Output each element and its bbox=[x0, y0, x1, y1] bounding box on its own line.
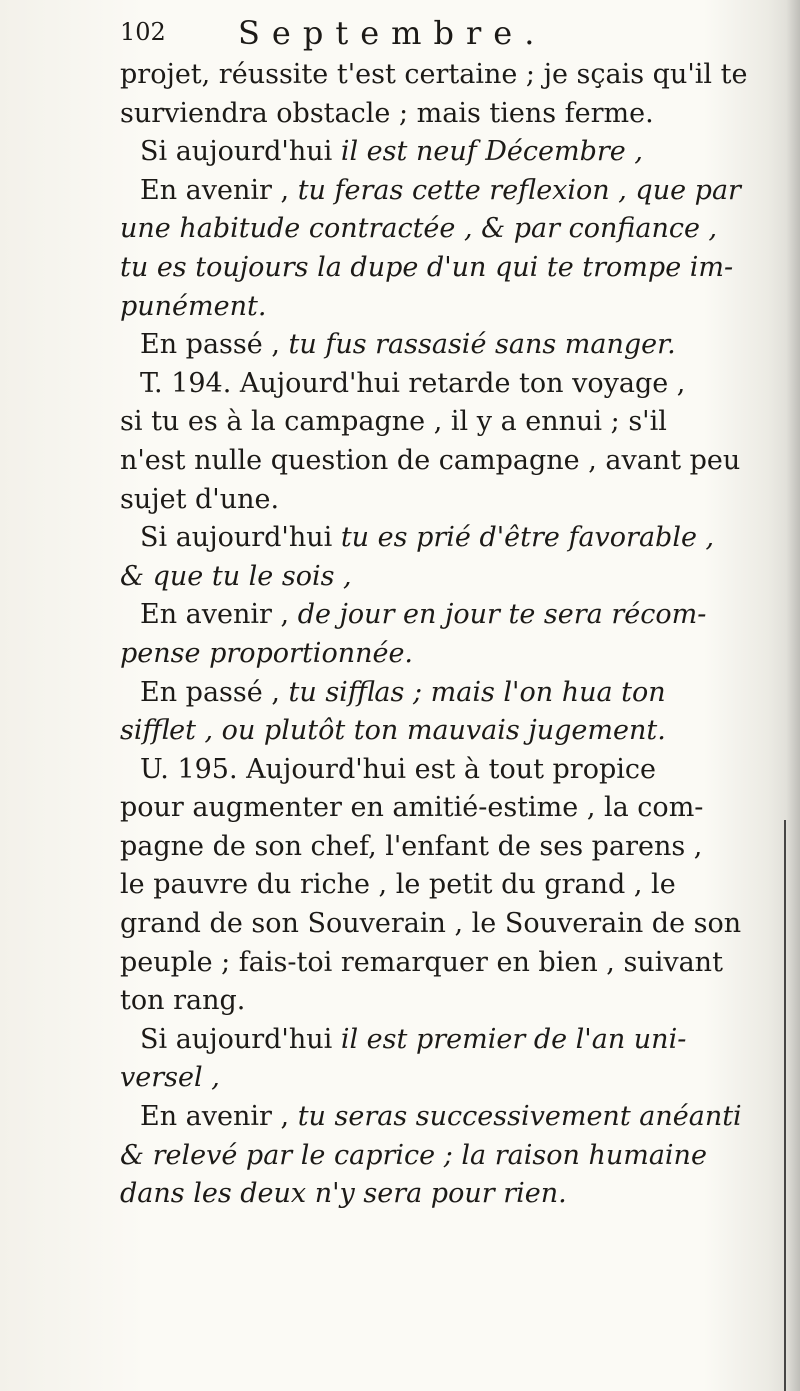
italic-text-segment: tu sifflas ; mais l'on hua ton bbox=[288, 676, 666, 708]
text-segment: Si aujourd'hui bbox=[140, 136, 341, 168]
text-line bbox=[120, 635, 780, 674]
italic-text-segment: il est neuf Décembre , bbox=[340, 136, 643, 168]
text-segment: En passé , bbox=[140, 676, 289, 708]
page-number: 102 bbox=[120, 18, 166, 46]
text-segment: pagne de son chef, l'enfant de ses parens , bbox=[120, 830, 703, 862]
italic-text-segment: & relevé par le caprice ; la raison humaine bbox=[120, 1139, 707, 1171]
text-line bbox=[120, 133, 780, 172]
text-line bbox=[120, 365, 780, 404]
text-line bbox=[120, 866, 780, 905]
italic-text-segment: punément. bbox=[120, 290, 267, 322]
text-segment: En avenir , bbox=[140, 1101, 298, 1133]
italic-text-segment: tu fus rassasié sans manger. bbox=[288, 329, 676, 361]
text-segment: En passé , bbox=[140, 329, 289, 361]
italic-text-segment: pense proportionnée. bbox=[120, 637, 414, 669]
text-segment: peuple ; fais-toi remarquer en bien , suivant bbox=[120, 946, 723, 978]
text-line bbox=[120, 249, 780, 288]
text-segment: En avenir , bbox=[140, 599, 298, 631]
text-line bbox=[120, 944, 780, 983]
text-line bbox=[120, 56, 780, 95]
page-header bbox=[120, 14, 680, 54]
text-segment: le pauvre du riche , le petit du grand , le bbox=[120, 869, 676, 901]
text-line bbox=[120, 95, 780, 134]
text-line bbox=[120, 403, 780, 442]
italic-text-segment: versel , bbox=[120, 1062, 220, 1094]
italic-text-segment: tu seras successivement anéanti bbox=[297, 1101, 742, 1133]
text-segment: pour augmenter en amitié-estime , la com- bbox=[120, 792, 704, 824]
italic-text-segment: de jour en jour te sera récom- bbox=[297, 599, 707, 631]
text-line bbox=[120, 558, 780, 597]
text-segment: projet, réussite t'est certaine ; je sçais qu'il te bbox=[120, 59, 748, 90]
text-segment: T. 194. Aujourd'hui retarde ton voyage , bbox=[140, 367, 686, 399]
text-segment: grand de son Souverain , le Souverain de son bbox=[120, 908, 742, 940]
text-line bbox=[120, 442, 780, 481]
text-segment: Si aujourd'hui bbox=[140, 1023, 341, 1055]
text-line bbox=[120, 481, 780, 520]
italic-text-segment: tu es toujours la dupe d'un qui te trompe im- bbox=[120, 251, 734, 283]
text-line bbox=[120, 1021, 780, 1060]
text-segment: Si aujourd'hui bbox=[140, 522, 341, 554]
text-segment: sujet d'une. bbox=[120, 483, 280, 515]
text-line bbox=[120, 1175, 780, 1214]
text-segment: surviendra obstacle ; mais tiens ferme. bbox=[120, 97, 654, 129]
text-line bbox=[120, 519, 780, 558]
text-line bbox=[120, 1098, 780, 1137]
text-line bbox=[120, 905, 780, 944]
page-edge-shadow bbox=[786, 0, 800, 1391]
text-line bbox=[120, 596, 780, 635]
italic-text-segment: une habitude contractée , & par confiance , bbox=[120, 213, 718, 245]
text-line bbox=[120, 982, 780, 1021]
body-text bbox=[120, 56, 780, 1214]
page-edge-line bbox=[784, 820, 786, 1391]
italic-text-segment: dans les deux n'y sera pour rien. bbox=[120, 1178, 567, 1210]
text-line bbox=[120, 1137, 780, 1176]
text-line bbox=[120, 751, 780, 790]
text-line bbox=[120, 828, 780, 867]
running-title: Septembre. bbox=[238, 14, 547, 52]
text-line bbox=[120, 789, 780, 828]
text-segment: ton rang. bbox=[120, 985, 246, 1017]
text-segment: n'est nulle question de campagne , avant peu bbox=[120, 444, 741, 476]
italic-text-segment: sifflet , ou plutôt ton mauvais jugement. bbox=[120, 715, 666, 747]
italic-text-segment: & que tu le sois , bbox=[120, 560, 352, 592]
text-line bbox=[120, 1059, 780, 1098]
text-line bbox=[120, 172, 780, 211]
italic-text-segment: tu feras cette reflexion , que par bbox=[297, 174, 741, 206]
text-line bbox=[120, 674, 780, 713]
text-segment: si tu es à la campagne , il y a ennui ; s'il bbox=[120, 406, 667, 438]
italic-text-segment: il est premier de l'an uni- bbox=[340, 1023, 687, 1055]
text-segment: U. 195. Aujourd'hui est à tout propice bbox=[140, 753, 656, 785]
text-segment: En avenir , bbox=[140, 174, 298, 206]
text-line bbox=[120, 712, 780, 751]
text-line bbox=[120, 288, 780, 327]
text-line bbox=[120, 326, 780, 365]
italic-text-segment: tu es prié d'être favorable , bbox=[340, 522, 715, 554]
text-line bbox=[120, 210, 780, 249]
